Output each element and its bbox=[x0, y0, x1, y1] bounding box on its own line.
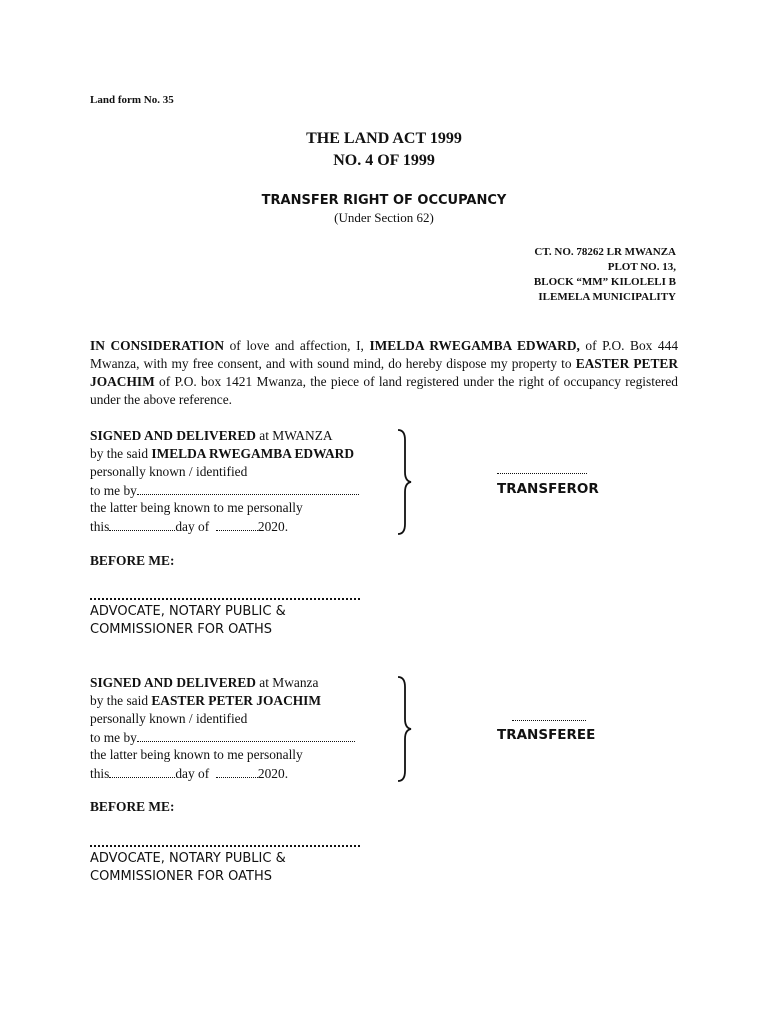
year-label: 2020. bbox=[257, 519, 289, 534]
right-brace-icon bbox=[396, 675, 416, 783]
right-brace-icon bbox=[396, 428, 416, 536]
month-blank[interactable] bbox=[216, 764, 258, 778]
transferee-latter-line: the latter being known to me personally bbox=[90, 747, 303, 762]
this-label: this bbox=[90, 519, 110, 534]
advocate-line-1: ADVOCATE, NOTARY PUBLIC & bbox=[90, 851, 286, 866]
to-me-by-label: to me by bbox=[90, 483, 137, 498]
transferee-by-said-line bbox=[90, 692, 321, 710]
transferee-to-me-by-line bbox=[90, 728, 355, 747]
transferor-known-line: personally known / identified bbox=[90, 464, 248, 479]
by-said-label: by the said bbox=[90, 693, 152, 708]
advocate-title-1 bbox=[90, 603, 286, 639]
before-me-label-1: BEFORE ME: bbox=[90, 553, 175, 568]
transferor-latter-line: the latter being known to me personally bbox=[90, 500, 303, 515]
advocate-line-1: ADVOCATE, NOTARY PUBLIC & bbox=[90, 604, 286, 619]
advocate-signature-blank-2[interactable] bbox=[90, 845, 360, 847]
signed-place: at MWANZA bbox=[255, 428, 333, 443]
consideration-text-1: of love and affection, I, bbox=[224, 338, 370, 353]
transferor-label: TRANSFEROR bbox=[497, 481, 599, 497]
consideration-paragraph bbox=[90, 337, 678, 409]
day-of-label: day of bbox=[175, 766, 210, 781]
transferor-date-line bbox=[90, 517, 288, 536]
reference-plot: PLOT NO. 13, bbox=[607, 261, 676, 273]
reference-ct-number: CT. NO. 78262 LR MWANZA bbox=[534, 246, 676, 258]
by-said-label: by the said bbox=[90, 446, 152, 461]
advocate-line-2: COMMISSIONER FOR OATHS bbox=[90, 622, 272, 637]
transferee-name-inline: EASTER PETER JOACHIM bbox=[90, 356, 679, 389]
transferor-by-said-line bbox=[90, 445, 354, 463]
advocate-line-2: COMMISSIONER FOR OATHS bbox=[90, 869, 272, 884]
consideration-text-3: of P.O. box 1421 Mwanza, the piece of land registered under the right of occupancy registered under the above reference. bbox=[90, 374, 678, 407]
identifier-blank[interactable] bbox=[137, 481, 359, 495]
consideration-text-2: of P.O. Box 444 Mwanza, with my free consent, and with sound mind, do hereby dispose my property to bbox=[90, 338, 679, 371]
transferee-signature-blank[interactable] bbox=[512, 720, 586, 721]
transferee-date-line bbox=[90, 764, 288, 783]
transferor-signature-blank[interactable] bbox=[497, 473, 587, 474]
signed-delivered-label: SIGNED AND DELIVERED bbox=[90, 675, 256, 690]
transferor-name-inline: IMELDA RWEGAMBA EDWARD, bbox=[369, 338, 580, 353]
transferor-signed-line bbox=[90, 427, 333, 445]
signed-place: at Mwanza bbox=[255, 675, 319, 690]
reference-block-name: BLOCK “MM” KILOLELI B bbox=[533, 276, 676, 288]
transferor-to-me-by-line bbox=[90, 481, 359, 500]
this-label: this bbox=[90, 766, 110, 781]
consideration-lead: IN CONSIDERATION bbox=[90, 338, 225, 353]
before-me-label-2: BEFORE ME: bbox=[90, 799, 175, 814]
document-subheading: (Under Section 62) bbox=[334, 210, 434, 225]
form-number: Land form No. 35 bbox=[90, 94, 174, 106]
reference-municipality: ILEMELA MUNICIPALITY bbox=[538, 291, 676, 303]
document-heading: TRANSFER RIGHT OF OCCUPANCY bbox=[261, 193, 507, 208]
transferee-name: EASTER PETER JOACHIM bbox=[151, 693, 322, 708]
transferee-signed-line bbox=[90, 674, 318, 692]
day-blank[interactable] bbox=[109, 517, 175, 531]
transferor-name: IMELDA RWEGAMBA EDWARD bbox=[151, 446, 355, 461]
reference-block bbox=[534, 245, 676, 305]
identifier-blank[interactable] bbox=[137, 728, 355, 742]
year-label: 2020. bbox=[257, 766, 289, 781]
signed-delivered-label: SIGNED AND DELIVERED bbox=[90, 428, 256, 443]
advocate-title-2 bbox=[90, 850, 286, 886]
act-number: NO. 4 OF 1999 bbox=[333, 152, 435, 169]
month-blank[interactable] bbox=[216, 517, 258, 531]
to-me-by-label: to me by bbox=[90, 730, 137, 745]
day-of-label: day of bbox=[175, 519, 210, 534]
transferee-label: TRANSFEREE bbox=[497, 727, 596, 743]
advocate-signature-blank-1[interactable] bbox=[90, 598, 360, 600]
day-blank[interactable] bbox=[109, 764, 175, 778]
transferee-known-line: personally known / identified bbox=[90, 711, 248, 726]
act-title: THE LAND ACT 1999 bbox=[306, 130, 462, 147]
